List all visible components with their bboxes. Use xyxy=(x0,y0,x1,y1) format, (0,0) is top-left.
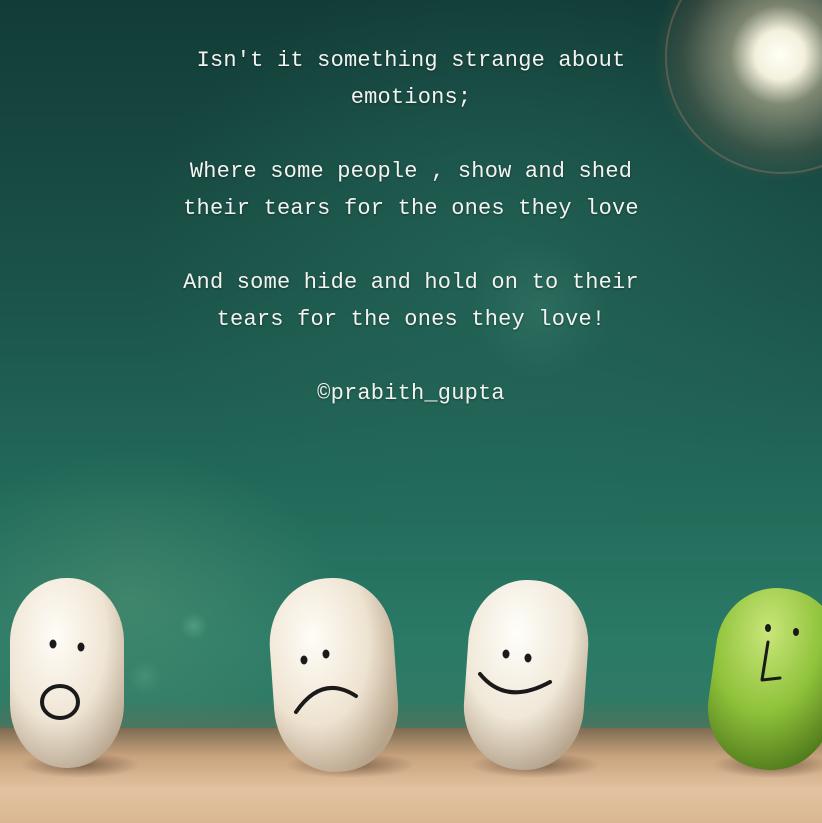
bean-eye xyxy=(525,654,532,663)
bean-eye xyxy=(301,656,308,665)
lens-flare-spot xyxy=(180,612,208,640)
poem-stanza-2: Where some people , show and shed their tears for the ones they love xyxy=(183,159,639,221)
lens-flare-spot xyxy=(128,660,162,694)
poem-stanza-3: And some hide and hold on to their tears for the ones they love! xyxy=(183,270,639,332)
poem-text xyxy=(150,42,672,412)
bean-eye xyxy=(78,643,85,652)
lens-flare-ring xyxy=(665,0,822,174)
author-credit: ©prabith_gupta xyxy=(317,381,505,406)
neutral-green-bean xyxy=(706,584,822,774)
bean-eye xyxy=(503,650,510,659)
poem-stanza-1: Isn't it something strange about emotions; xyxy=(196,48,626,110)
bean-eye xyxy=(323,650,330,659)
bean-eye xyxy=(793,628,799,636)
shocked-bean xyxy=(4,574,130,774)
sad-bean xyxy=(266,574,402,778)
happy-bean xyxy=(458,576,594,776)
bean-eye xyxy=(50,640,57,649)
bean-eye xyxy=(765,624,771,632)
